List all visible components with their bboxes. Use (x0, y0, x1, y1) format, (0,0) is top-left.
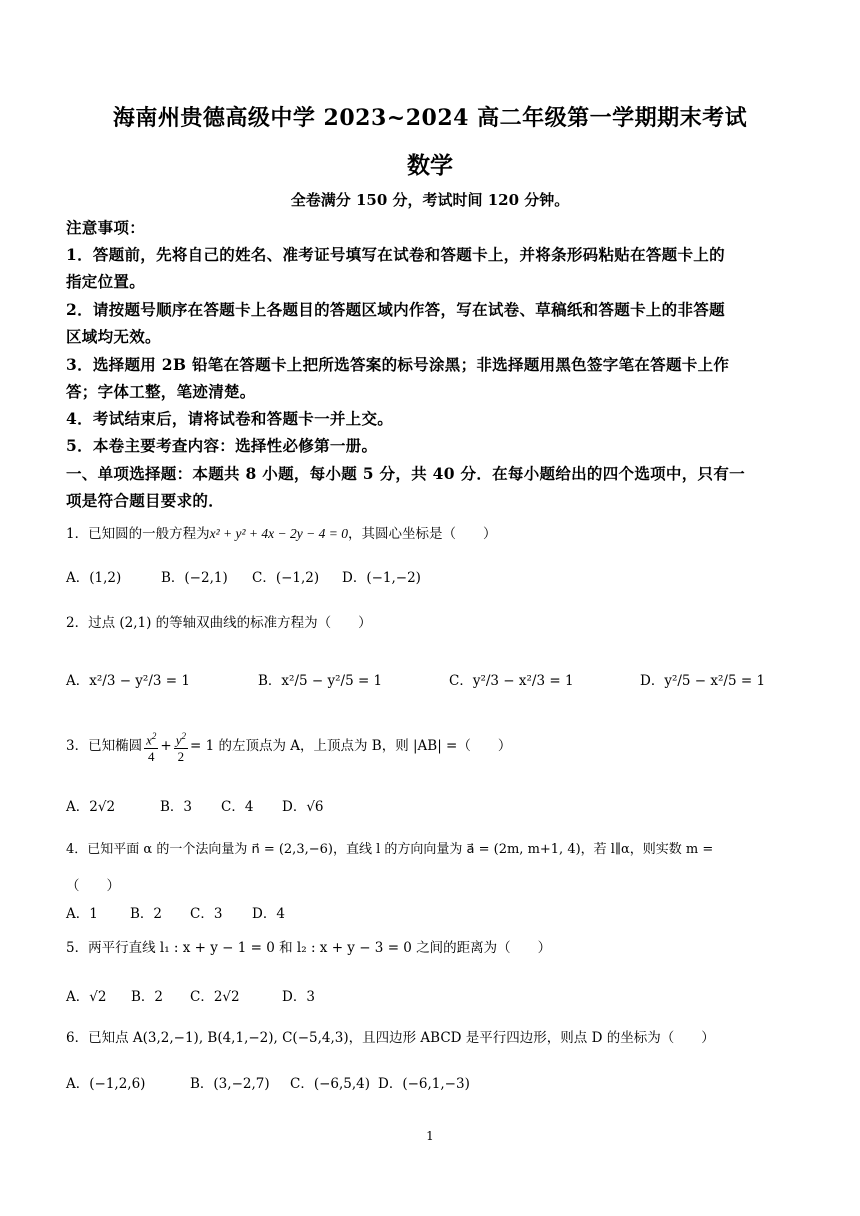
note-line: 指定位置。 (66, 272, 146, 291)
option-c: C．y²/3 − x²/3 = 1 (449, 673, 574, 689)
question-4: 4．已知平面 α 的一个法向量为 n⃗ = (2,3,−6)，直线 l 的方向向量为 a⃗ = (2m, m+1, 4)，若 l∥α，则实数 m = (66, 842, 714, 857)
option-b: B．2 (131, 989, 164, 1005)
question-6: 6．已知点 A(3,2,−1), B(4,1,−2), C(−5,4,3)，且四边形 ABCD 是平行四边形，则点 D 的坐标为（ ） (66, 1030, 715, 1046)
option-a: A．x²/3 − y²/3 = 1 (66, 673, 190, 689)
question-stem: 3．已知椭圆 (66, 738, 143, 755)
exam-info: 全卷满分 150 分，考试时间 120 分钟。 (290, 191, 570, 209)
question-3: 3．已知椭圆 $\frac{x^2}{4}$ + $\frac{y^2}{2}$ = 1 的左顶点为 A，上顶点为 B，则 |AB| =（ ） (66, 728, 511, 765)
question-stem: 1．已知圆的一般方程为 (66, 526, 210, 542)
option-a: A．2√2 (66, 799, 116, 815)
note-line: 区域均无效。 (66, 327, 161, 346)
page-number: 1 (426, 1129, 434, 1143)
option-d: D．(−1,−2) (342, 570, 421, 586)
notes-heading: 注意事项： (66, 218, 146, 237)
note-line: 3．选择题用 2B 铅笔在答题卡上把所选答案的标号涂黑；非选择题用黑色签字笔在答题卡上作 (66, 355, 730, 374)
option-a: A．(1,2) (66, 570, 122, 586)
ellipse-term-y: $\frac{y^2}{2}$ (174, 728, 188, 765)
option-a: A．1 (66, 906, 98, 922)
note-line: 2．请按题号顺序在答题卡上各题目的答题区域内作答，写在试卷、草稿纸和答题卡上的非答题 (66, 300, 725, 319)
option-c: C．(−1,2) (252, 570, 320, 586)
option-c: C．4 (221, 799, 254, 815)
option-c: C．(−6,5,4) (290, 1076, 371, 1092)
option-b: B．3 (160, 799, 193, 815)
option-d: D．(−6,1,−3) (378, 1076, 470, 1092)
option-d: D．3 (282, 989, 315, 1005)
section-heading: 一、单项选择题：本题共 8 小题，每小题 5 分，共 40 分．在每小题给出的四个选项中，只有一 (66, 464, 745, 483)
exam-title: 海南州贵德高级中学 2023~2024 高二年级第一学期期末考试 (112, 105, 748, 131)
note-line: 1．答题前，先将自己的姓名、准考证号填写在试卷和答题卡上，并将条形码粘贴在答题卡上的 (66, 245, 725, 264)
subject-title: 数学 (407, 152, 453, 179)
option-b: B．2 (130, 906, 163, 922)
question-5: 5．两平行直线 l₁ : x + y − 1 = 0 和 l₂ : x + y − 3 = 0 之间的距离为（ ） (66, 940, 552, 956)
question-1 (66, 522, 496, 542)
note-line: 5．本卷主要考查内容：选择性必修第一册。 (66, 436, 378, 455)
question-4-answer-bracket: （ ） (66, 878, 120, 894)
question-stem: 的左顶点为 A，上顶点为 B，则 |AB| =（ ） (218, 738, 512, 755)
question-2: 2．过点 (2,1) 的等轴双曲线的标准方程为（ ） (66, 615, 372, 631)
option-c: C．2√2 (190, 989, 240, 1005)
option-d: D．4 (252, 906, 285, 922)
question-stem: ，其圆心坐标是（ ） (347, 526, 497, 542)
note-line: 4．考试结束后，请将试卷和答题卡一并上交。 (66, 409, 394, 428)
option-b: B．x²/5 − y²/5 = 1 (258, 673, 383, 689)
note-line: 答；字体工整，笔迹清楚。 (66, 382, 256, 401)
option-a: A．√2 (66, 989, 107, 1005)
option-d: D．y²/5 − x²/5 = 1 (640, 673, 766, 689)
option-b: B．(3,−2,7) (190, 1076, 270, 1092)
equation: x² + y² + 4x − 2y − 4 = 0 (209, 526, 348, 541)
option-b: B．(−2,1) (161, 570, 228, 586)
option-c: C．3 (190, 906, 223, 922)
option-d: D．√6 (282, 799, 324, 815)
option-a: A．(−1,2,6) (66, 1076, 146, 1092)
ellipse-term-x: $\frac{x^2}{4}$ (144, 728, 158, 765)
section-heading-cont: 项是符合题目要求的． (66, 491, 225, 510)
